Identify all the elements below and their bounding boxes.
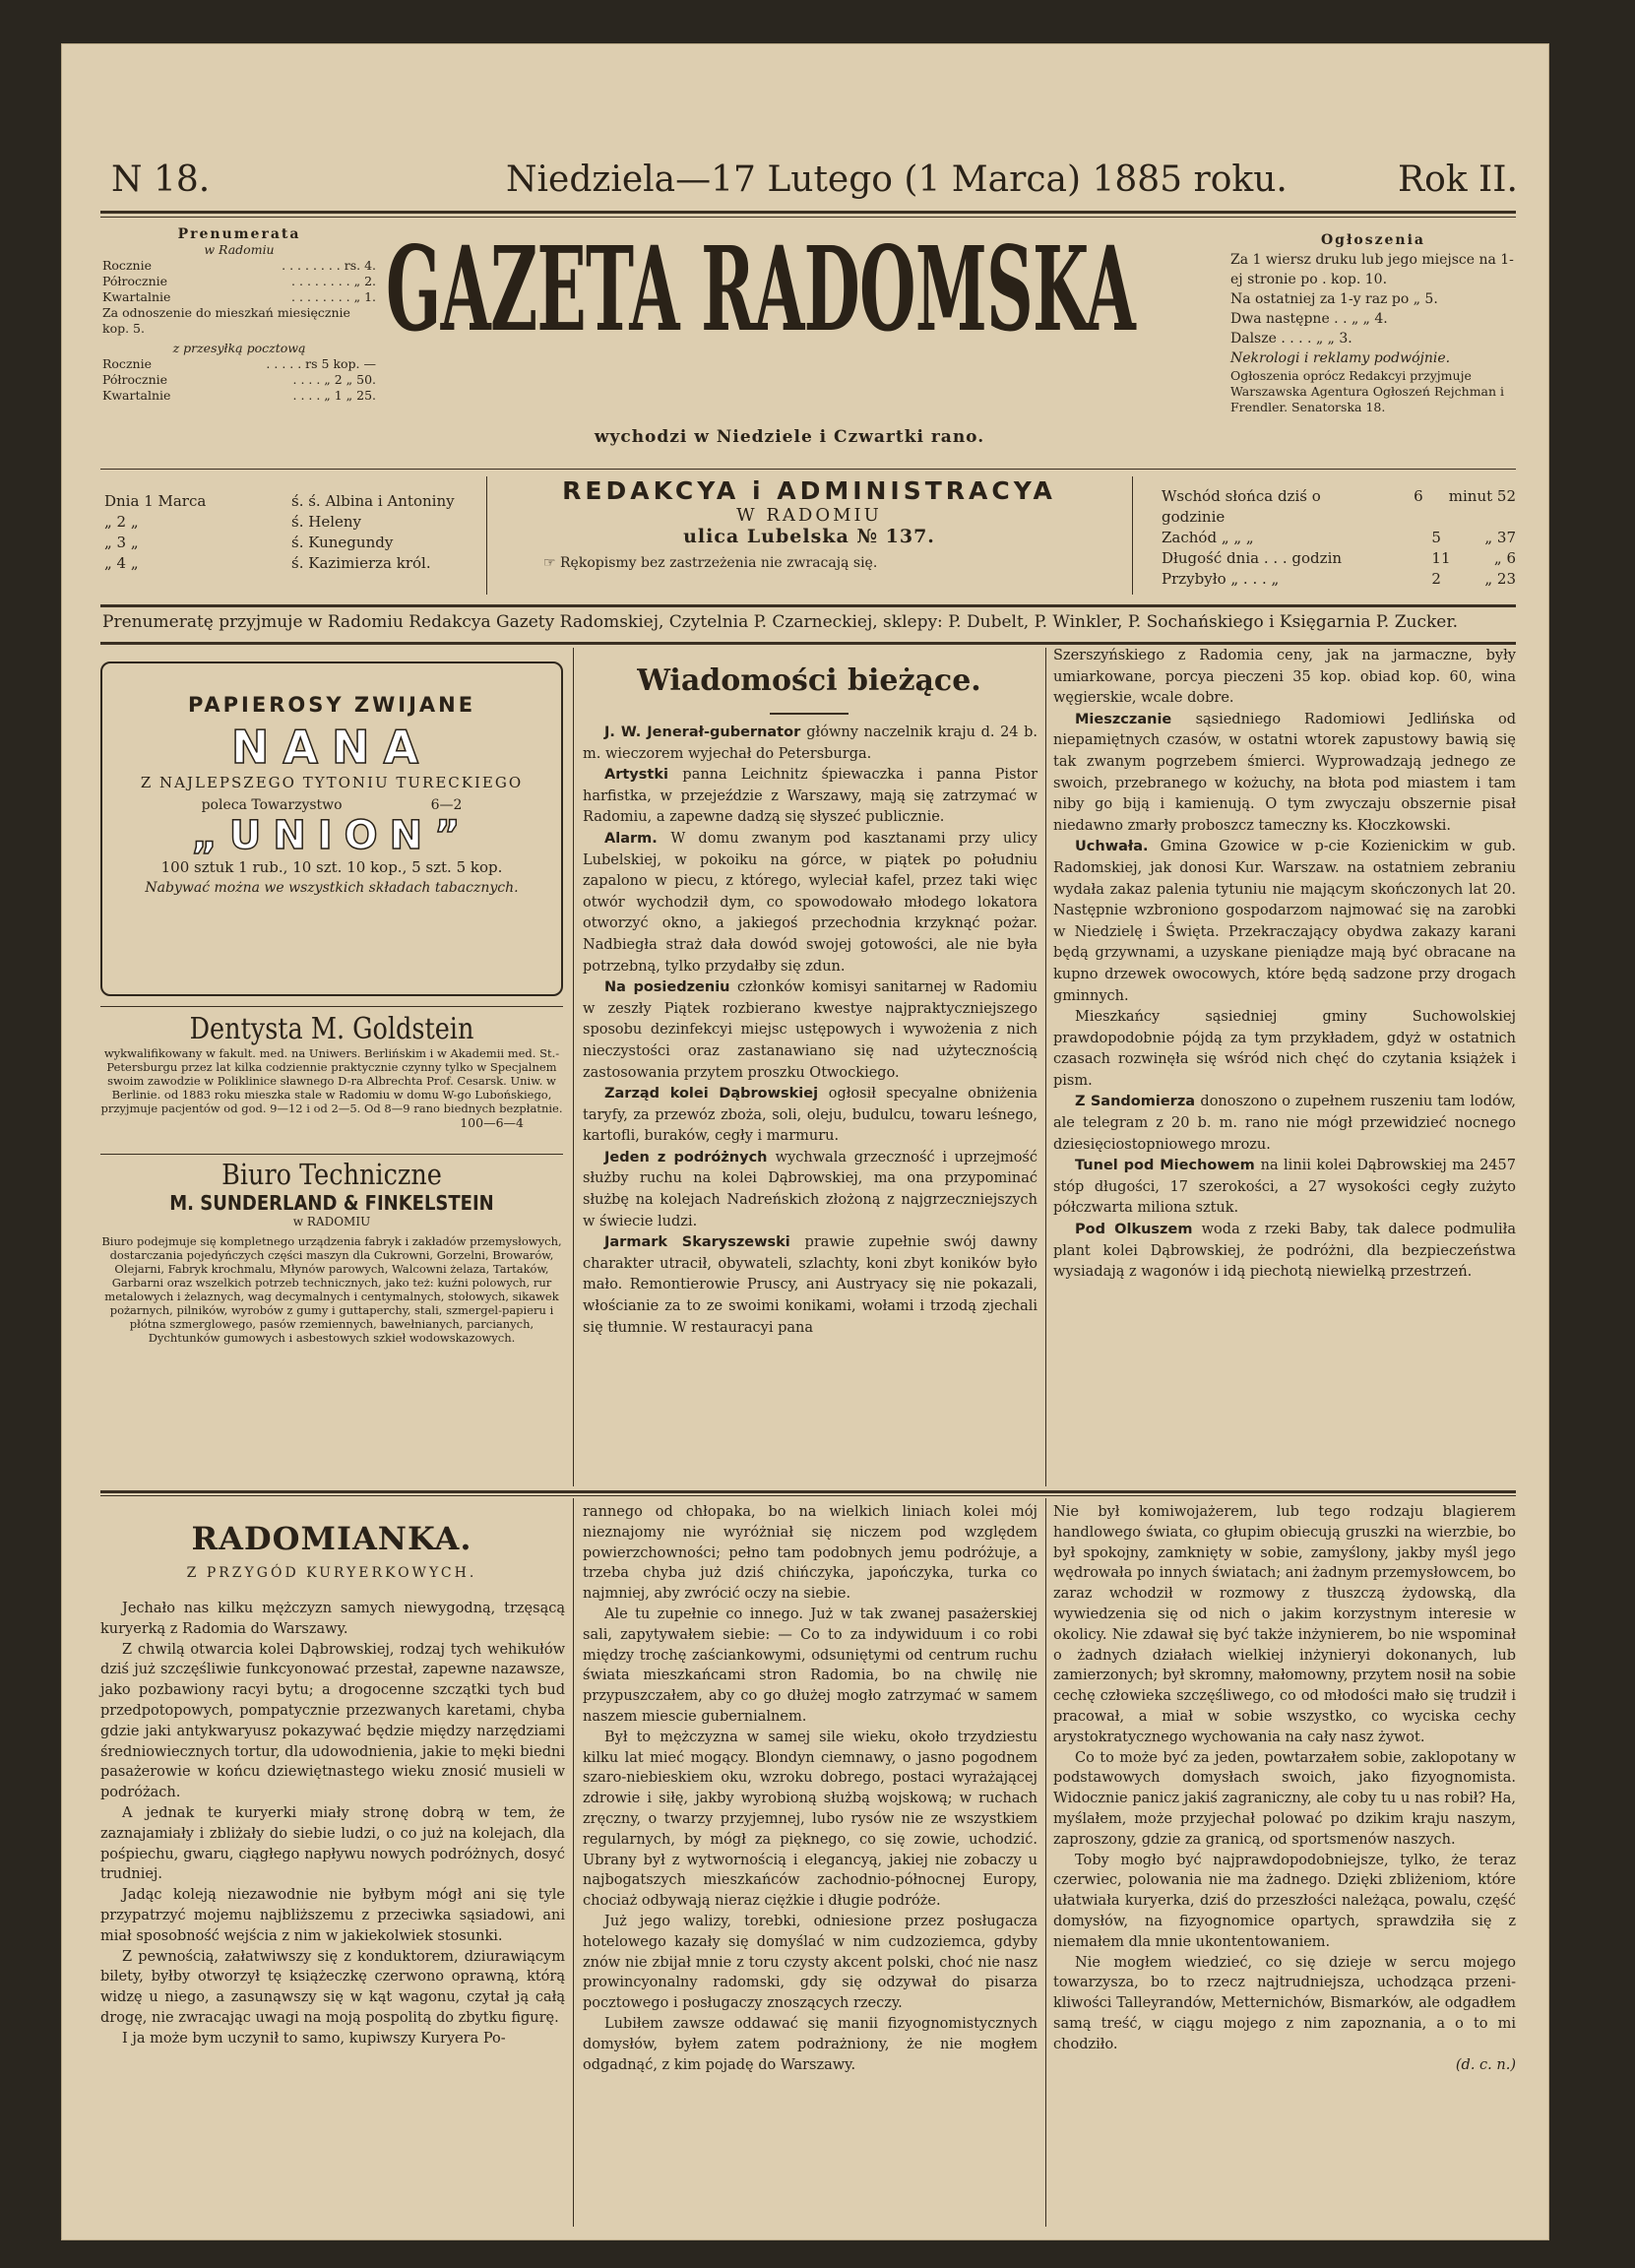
news-item-text: prawie zupełnie swój dawny charakter utracił, obywateli, szlachty, koni zbyt koników było mało. Remontierowie Pruscy, ani Austryacy się nie pokazali, włościanie za to ze swoimi konikami, wołami i trzodą zjechali się tłumnie. W restauracyi pana (583, 1234, 1038, 1336)
news-item (583, 1502, 1038, 1605)
news-item (1053, 1502, 1516, 1748)
masthead-subtitle: wychodzi w Niedziele i Czwartki rano. (594, 427, 985, 447)
cal-saint: ś. Kunegundy (291, 534, 394, 551)
news-item-text: rannego od chłopaka, bo na wielkich liniach kolei mój nieznajomy nie wyróżniał się niczem pod względem powierzchowności; pełno tam podobnych jemu podróżuje, a trzeba chyba już dziś chińczyka, japończyka, turka co najmniej, aby zwrócić oczy na siebie. (583, 1504, 1038, 1603)
sub-note: Za odnoszenie do mieszkań miesięcznie kop. 5. (102, 305, 350, 336)
sub-label: Półrocznie (102, 274, 168, 288)
news-item-text: Z chwilą otwarcia kolei Dąbrowskiej, rodzaj tych wehikułów dziś już szczęśliwie funkcyonować przestał, zapewne nazawsze, jako pozbawiony racyi bytu; a drogocenne szczątki tych bud przedpotopowych, pompatycznie przezwanych karetami, chyba gdzie jaki antykwaryusz pokazywać będzie między narzędziami średniowiecznych tortur, dla udowodnienia, jakie to męki biedni pasażerowie w końcu dziewiętnastego wieku znosić musieli w podróżach. (100, 1641, 565, 1801)
divider (573, 1498, 574, 2227)
divider (1045, 648, 1046, 1486)
news-item (100, 1885, 565, 1946)
news-item (583, 2014, 1038, 2075)
news-item-text: wychwala grzeczność i uprzejmość służby ruchu na kolei Dąbrowskiej, ma ona przypominać służbę na kolejach Nadreńskich złożoną z najgrzeczniejszych w świecie ludzi. (583, 1149, 1038, 1229)
sub-label: Półrocznie (102, 372, 168, 387)
news-item-text: Nie był komiwojażerem, lub tego rodzaju blagierem handlowego świata, co głupim obiecują gruszki na wierzbie, bo był spokojny, zamknięty w sobie, zamyślony, jakby myśl jego wędrowała po innych światach; ani żadnym przemysłowcem, bo zaraz wchodził w rozmowy z tłuszczą żydowską, dla wywiedzenia się od nich o jakim korzystnym interesie w okolicy. Nie zdawał się być także inżynierem, bo nie wspominał o żadnych działach wielkiej inżynieryi dokonanych, lub zamierzonych; był skromny, małomowny, przytem nosił na sobie cechę człowieka szczęśliwego, co od młodości mało się trudził i pracował, a miał w sobie wszystko, co wyciska cechy arystokratycznego wychowania na cały nasz żywot. (1053, 1504, 1516, 1745)
dentist-code: 100—6—4 (460, 1115, 524, 1130)
news-item (583, 1728, 1038, 1912)
sub-mail: z przesyłką pocztową (172, 341, 306, 355)
cal-saint: ś. Heleny (291, 513, 362, 531)
news-item (1053, 710, 1516, 838)
sun-h: 2 (1431, 570, 1441, 588)
news-item (1053, 1092, 1516, 1156)
dentist-title: Dentysta M. Goldstein (189, 1012, 474, 1046)
news-item (100, 1947, 565, 2029)
news-item-text: Był to mężczyzna w samej sile wieku, około trzydziestu kilku lat mieć mogący. Blondyn ciemnawy, o jasno pogodnem szaro-niebieskiem oku, wzroku dobrego, postaci wyrażającej zdrowie i siłę, jakby wyrobioną służbą wojskową; w ruchach zręczny, o twarzy przyjemnej, lubo rysów nie ze wszystkiem regularnych, by mógł za pięknego, co się zowie, uchodzić. Ubrany był z wytwornością i elegancyą, jakiej nie zobaczy u najbogatszych mieszkańców zachodnio-północnej Europy, chociaż odbywają nieraz ciężkie i długie podróże. (583, 1729, 1038, 1910)
sub-price: . . . . „ 2 „ 50. (292, 372, 376, 387)
rule (100, 1495, 1516, 1496)
news-item (583, 1084, 1038, 1148)
news-item-text: Gmina Gzowice w p-cie Kozienickim w gub. Radomskiej, jak donosi Kur. Warszaw. na ostatniem zebraniu wydała zakaz palenia tytuniu nie mającym skończonych lat 20. Następnie wzbroniono gospodarzom najmować się na zarobki w Niedzielę i Święta. Przekraczający obydwa zakazy karani będą grzywnami, a uzyskane pieniądze mają być obracane na kupno drzewek owocowych, które będą sadzone przy drogach gminnych. (1053, 839, 1516, 1004)
sub-price: . . . . „ 1 „ 25. (292, 388, 376, 403)
nana-code: 6—2 (430, 797, 463, 813)
rule (100, 211, 1516, 214)
biuro-text: Biuro podejmuje się kompletnego urządzenia fabryk i zakładów przemysłowych, dostarczania pojedyńczych części maszyn dla Cukrowni, Gorzelni, Browarów, Olejarni, Fabryk krochmalu, Młynów parowych, Walcowni żelaza, Tartaków, Garbarni oraz wszelkich potrzeb technicznych, jako też: kuźni polowych, rur metalowych i żelaznych, wag decymalnych i centymalnych, stołowych, sikawek pożarnych, pilników, wyrobów z gumy i guttaperchy, stali, szmergel-papieru i płótna szmerglowego, pasów rzemiennych, bawełnianych, parcianych, Dychtunków gumowych i asbestowych szkieł wodowskazowych. (101, 1234, 562, 1345)
news-item (1053, 646, 1516, 710)
sun-box (1162, 486, 1516, 590)
cal-date: Dnia 1 Marca (104, 492, 207, 510)
sub-price: . . . . . . . . „ 2. (291, 274, 376, 288)
news-item-text: Co to może być za jeden, powtarzałem sobie, zaklopotany w podstawowych domysłach swoich, jako fizyognomista. Widocznie panicz jakiś zagraniczny, ale coby tu u nas robił? Ha, myślałem, może przyjechał polować po dzikim kraju naszym, zaproszony, gdzie za granicą, od sportsmenów naszych. (1053, 1749, 1516, 1848)
subscription-place: w Radomiu (204, 242, 275, 257)
subscribe-line: Prenumeratę przyjmuje w Radomiu Redakcya Gazety Radomskiej, Czytelnia P. Czarneckiej, sklepy: P. Dubelt, P. Winkler, P. Sochańskiego i Księgarnia P. Zucker. (102, 612, 1459, 632)
nana-line4 (102, 797, 561, 813)
news-item (1053, 1156, 1516, 1220)
news-item-text: Lubiłem zawsze oddawać się manii fizyognomistycznych domysłów, byłem zatem podrażniony, że nie mogłem odgadnąć, z kim pojadę do Warszawy. (583, 2015, 1038, 2073)
sub-price: . . . . . . . . „ 1. (291, 289, 376, 304)
pointing-hand-icon: ☞ (543, 555, 561, 571)
sun-h: 11 (1431, 549, 1451, 567)
news-title: Wiadomości bieżące. (637, 663, 981, 698)
divider (1045, 1498, 1046, 2227)
news-item-heading: Pod Olkuszem (1075, 1222, 1202, 1238)
story-column-1 (100, 1599, 565, 2049)
ad-nana (100, 662, 563, 996)
news-item (583, 723, 1038, 765)
ad-dentist (100, 1012, 563, 1131)
news-item-text: ogłosił specyalne obniżenia taryfy, za przewóz zboża, soli, oleju, budulcu, towaru leśnego, kartofli, buraków, cegły i marmuru. (583, 1086, 1038, 1145)
sun-label: Zachód „ „ „ (1162, 529, 1254, 546)
nana-line3: Z NAJLEPSZEGO TYTONIU TURECKIEGO (140, 774, 524, 791)
news-item (1053, 1007, 1516, 1092)
biuro-firm: M. SUNDERLAND & FINKELSTEIN (169, 1191, 494, 1215)
nana-where: Nabywać można we wszystkich składach tabacznych. (145, 880, 519, 896)
news-item (583, 1148, 1038, 1232)
cal-saint: ś. Kazimierza król. (291, 554, 431, 572)
rule (100, 604, 1516, 607)
rule (100, 469, 1516, 470)
divider (1132, 476, 1133, 595)
issue-date: Niedziela—17 Lutego (1 Marca) 1885 roku. (506, 159, 1288, 200)
cal-saint: ś. ś. Albina i Antoniny (291, 492, 455, 510)
issue-year: Rok II. (1398, 159, 1518, 200)
news-item (583, 977, 1038, 1084)
news-item (100, 1599, 565, 1640)
rule (100, 642, 1516, 645)
ads-rate-line: Na ostatniej za 1-y raz po „ 5. (1230, 291, 1438, 307)
news-item (1053, 1953, 1516, 2055)
news-item-text: Jechało nas kilku mężczyzn samych niewygodną, trzęsącą kuryerką z Radomia do Warszawy. (100, 1601, 565, 1637)
sun-h: 5 (1431, 529, 1441, 546)
news-column-2 (1053, 646, 1516, 1284)
ad-biuro (100, 1158, 563, 1345)
ads-rate-line: Dalsze . . . . „ „ 3. (1230, 331, 1352, 346)
sub-price: . . . . . rs 5 kop. — (266, 356, 376, 371)
news-item-heading: Jarmark Skaryszewski (604, 1234, 805, 1251)
sun-label: Długość dnia . . . godzin (1162, 549, 1343, 567)
redakcya-address: ulica Lubelska № 137. (683, 526, 935, 547)
ads-obit: Nekrologi i reklamy podwójnie. (1230, 350, 1451, 366)
rule (100, 217, 1516, 218)
biuro-title: Biuro Techniczne (221, 1158, 442, 1191)
masthead-title: GAZETA RADOMSKA (386, 230, 1136, 357)
news-item (100, 2029, 565, 2049)
news-item-heading: Mieszczanie (1075, 711, 1196, 727)
news-item-text: Jadąc koleją niezawodnie nie byłbym mógł ani się tyle przypatrzyć mojemu najbliższemu z przeciwka sąsiadowi, ani miał sposobność wejścia z nim w jakiekolwiek stosunki. (100, 1887, 565, 1944)
news-item-text: panna Leichnitz śpiewaczka i panna Pistor harfistka, w przejeździe z Warszawy, mają się zatrzymać w Radomiu, a zapewne dadzą się słyszeć publicznie. (583, 767, 1038, 826)
nana-brand: NANA (230, 721, 433, 774)
redakcya-box (494, 476, 1124, 573)
redakcya-title: REDAKCYA i ADMINISTRACYA (562, 476, 1056, 505)
story-subtitle: Z PRZYGÓD KURYERKOWYCH. (186, 1565, 477, 1581)
newspaper-page (61, 43, 1549, 2240)
ads-rates-title: Ogłoszenia (1320, 232, 1426, 248)
news-item-text: Nie mogłem wiedzieć, co się dzieje w sercu mojego towarzysza, bo to rzecz najtrudniejsza, uchodząca przenikliwości Talleyrandów, Metternichów, Bismarków, ale odgadłem samą treść, w ciągu mojego z nim zapoznania, a o to mi chodziło. (1053, 1954, 1516, 2052)
redakcya-note (494, 553, 1124, 573)
sun-label: Przybyło „ . . . „ (1162, 570, 1280, 588)
biuro-place: w RADOMIU (292, 1215, 371, 1228)
news-item-text: członków komisyi sanitarnej w Radomiu w zeszły Piątek rozbierano kwestye najpraktyczniejszego sposobu dezinfekcyi miejsc ustępowych i wywożenia z nich nieczystości oraz zastanawiano się nad użytecznością zastosowania przytem proszku Otwockiego. (583, 979, 1038, 1081)
divider (486, 476, 487, 595)
news-item (583, 1605, 1038, 1728)
nana-company: poleca Towarzystwo (201, 797, 343, 813)
ads-rate-line: Za 1 wiersz druku lub jego miejsce na 1-ej stronie po . kop. 10. (1230, 252, 1514, 287)
news-item (583, 829, 1038, 977)
news-item-text: Z pewnością, załatwiwszy się z konduktorem, dziurawiącym bilety, byłby otworzył tę książeczkę czerwono oprawną, którą widzę u niego, a zasunąwszy się w kąt wagonu, czytał ją całą drogę, nie zwracając uwagi na moją pospolitą do zbytku figurę. (100, 1948, 565, 2026)
story-continued: (d. c. n.) (1455, 2056, 1516, 2073)
sun-m: „ 37 (1484, 529, 1516, 546)
news-item-heading: Z Sandomierza (1075, 1094, 1201, 1110)
news-item-text: Toby mogło być najprawdopodobniejsze, tylko, że teraz czerwiec, polowania nie ma żadnego. Dzięki zbliżeniom, które ułatwiała kuryerka, dziś do przeszłości należąca, powalu, część domysłów, na fizyognomice opartych, sprawdziła się z niemałem dla mnie ukontentowaniem. (1053, 1852, 1516, 1950)
dentist-text: wykwalifikowany w fakult. med. na Uniwers. Berlińskim i w Akademii med. St.-Petersburgu przez lat kilka codziennie praktycznie czynny tylko w Specjalnem swoim zawodzie w Poliklinice sławnego D-ra Albrechta Prof. Cesarsk. Uniw. w Berlinie. od 1883 roku mieszka stale w Radomiu w domu W-go Lubońskiego, przyjmuje pacjentów od god. 9—12 i od 2—5. Od 8—9 rano biednych bezpłatnie. (100, 1046, 563, 1115)
redakcya-note-text: Rękopismy bez zastrzeżenia nie zwracają się. (560, 555, 878, 571)
news-item (583, 765, 1038, 829)
news-item-heading: Jeden z podróżnych (604, 1149, 776, 1166)
news-item-text: I ja może bym uczynił to samo, kupiwszy Kuryera Po- (122, 2030, 506, 2047)
masthead-wrap (386, 230, 1272, 378)
divider (573, 648, 574, 1486)
story-title: RADOMIANKA. (191, 1520, 472, 1557)
rule (100, 1490, 1516, 1493)
news-item (100, 1640, 565, 1803)
news-item (1053, 1748, 1516, 1851)
news-item-heading: Na posiedzeniu (604, 979, 738, 996)
ads-rate-line: Dwa następne . . „ „ 4. (1230, 311, 1388, 327)
sun-h: 6 (1414, 487, 1423, 505)
nana-prices: 100 sztuk 1 rub., 10 szt. 10 kop., 5 szt. 5 kop. (160, 858, 503, 876)
ads-note: Ogłoszenia oprócz Redakcyi przyjmuje Warszawska Agentura Ogłoszeń Rejchman i Frendler. Senatorska 18. (1230, 368, 1505, 414)
sun-m: „ 6 (1493, 549, 1516, 567)
news-item-text: woda z rzeki Baby, tak dalece podmuliła plant kolei Dąbrowskiej, że podróżni, dla bezpieczeństwa wysiadają z wagonów i idą piechotą niewielką przestrzeń. (1053, 1222, 1516, 1281)
news-item (100, 1803, 565, 1885)
rule (100, 1006, 563, 1007)
news-item (1053, 1220, 1516, 1284)
news-item-text: na linii kolei Dąbrowskiej ma 2457 stóp długości, 17 szerokości, a 27 wysokości cegły zużyto półczwarta miliona sztuk. (1053, 1158, 1516, 1217)
news-item (583, 1232, 1038, 1339)
sun-m: minut 52 (1448, 487, 1516, 505)
cal-date: „ 3 „ (104, 534, 139, 551)
news-item-text: A jednak te kuryerki miały stronę dobrą w tem, że zaznajamiały i zbliżały do siebie ludzi, o co już na kolejach, dla pośpiechu, gwaru, ciągłego napływu nowych podróżnych, dosyć trudniej. (100, 1804, 565, 1883)
sub-label: Kwartalnie (102, 388, 171, 403)
rule (100, 1154, 563, 1155)
story-column-2 (583, 1502, 1038, 2075)
news-item-text: sąsiedniego Radomiowi Jedlińska od niepamiętnych czasów, w ostatni wtorek zapustowy bawią się tak zwanym pogrzebem śmierci. Wyprowadzają jednego ze swoich, przebranego w kożuchy, na błota pod miastem i tam niby go biją i kamienują. O tym zwyczaju obszernie pisał niedawno zmarły proboszcz tameczny ks. Kłoczkowski. (1053, 711, 1516, 834)
issue-number: N 18. (111, 159, 211, 200)
news-item-text: Już jego walizy, torebki, odniesione przez posługacza hotelowego kazały się domyślać w nim cudzoziemca, gdyby znów nie zbijał mnie z toru czysty akcent polski, choć nie nasz prowincyonalny radomski, gdy się odzywał do pisarza pocztowego i posługaczy znoszących rzeczy. (583, 1913, 1038, 2012)
news-column-1 (583, 723, 1038, 1339)
redakcya-place: W RADOMIU (736, 505, 882, 526)
title-ornament (770, 713, 849, 715)
sun-label: Wschód słońca dziś o godzinie (1162, 487, 1321, 526)
nana-line1: PAPIEROSY ZWIJANE (187, 693, 476, 717)
news-item-heading: Zarząd kolei Dąbrowskiej (604, 1086, 829, 1102)
cal-date: „ 2 „ (104, 513, 139, 531)
news-item-heading: Artystki (604, 767, 683, 784)
news-item-text: W domu zwanym pod kasztanami przy ulicy Lubelskiej, w pokoiku na górce, w piątek po południu zapalono w piecu, z którego, wyleciał kafel, przez taki więc otwór wychodził dym, co spowodowało młodego lokatora otworzyć okno, a jakiegoś przechodnia krzyknąć pożar. Nadbiegła straż dała dowód swojej gotowości, ale nie była potrzebną, tylko przydałby się zdun. (583, 830, 1038, 975)
news-item-text: donoszono o zupełnem ruszeniu tam lodów, ale telegram z 20 b. m. rano nie mógł przewidzieć nocnego dziesięciostopniowego mrozu. (1053, 1094, 1517, 1153)
sub-label: Kwartalnie (102, 289, 171, 304)
news-item (583, 1912, 1038, 2014)
news-item (1053, 1851, 1516, 1953)
news-item-text: Szerszyńskiego z Radomia ceny, jak na jarmaczne, były umiarkowane, porcya pieczeni 35 kop. obiad kop. 60, wina węgierskie, wcale dobre. (1053, 648, 1516, 707)
news-item-heading: Alarm. (604, 830, 671, 847)
news-item-heading: Tunel pod Miechowem (1075, 1158, 1261, 1174)
story-column-3 (1053, 1502, 1516, 2075)
sub-price: . . . . . . . . rs. 4. (282, 258, 376, 273)
subscription-title: Prenumerata (177, 226, 301, 242)
subscription-box (102, 226, 376, 404)
news-item-heading: Uchwała. (1075, 839, 1161, 855)
sub-label: Rocznie (102, 258, 152, 273)
sub-label: Rocznie (102, 356, 152, 371)
ads-rates-box (1230, 230, 1516, 415)
calendar-box (104, 491, 478, 574)
news-item-text: Mieszkańcy sąsiedniej gminy Suchowolskiej prawdopodobnie pójdą za tym przykładem, gdyż w ostatnich czasach rozwinęła się wśród nich chęć do czytania książek i pism. (1053, 1009, 1516, 1089)
cal-date: „ 4 „ (104, 554, 139, 572)
news-item-heading: J. W. Jenerał-gubernator (604, 724, 807, 740)
news-item-text: Ale tu zupełnie co innego. Już w tak zwanej pasażerskiej sali, zapytywałem siebie: — Co to za indywiduum i co robi między trochę zaściankowymi, odsuniętymi od centrum ruchu świata mieszkańcami stron Radomia, bo na chwilę nie przypuszczałem, aby co go dłużej mogło zatrzymać w samem naszem miescie gubernialnem. (583, 1606, 1038, 1725)
news-item (1053, 837, 1516, 1007)
nana-union: „UNION” (191, 813, 472, 858)
sun-m: „ 23 (1484, 570, 1516, 588)
news-item-text: główny naczelnik kraju d. 24 b. m. wieczorem wyjechał do Petersburga. (583, 724, 1038, 762)
